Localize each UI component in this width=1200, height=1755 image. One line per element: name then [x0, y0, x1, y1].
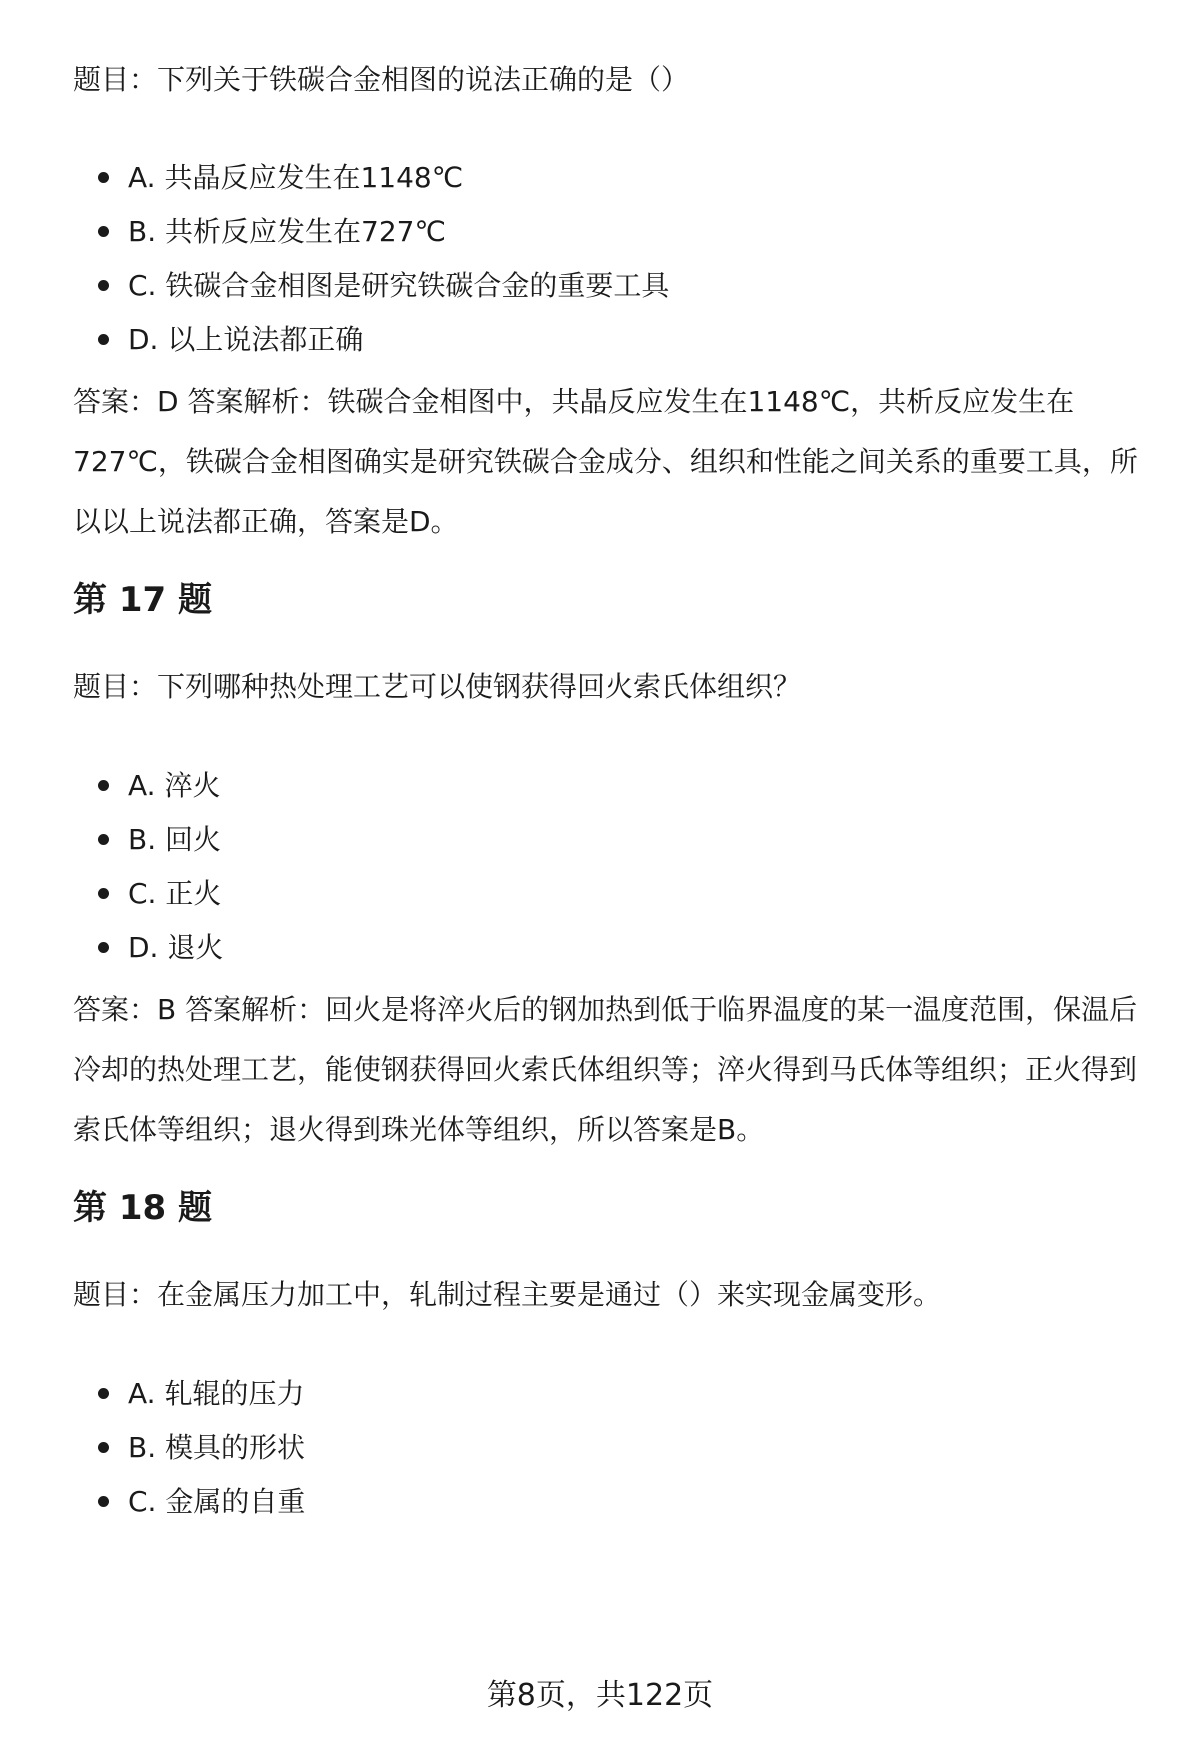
option-b: B. 模具的形状	[128, 1431, 306, 1464]
bullet-icon	[98, 834, 109, 845]
bullet-icon	[98, 172, 109, 183]
option-a: A. 轧辊的压力	[128, 1377, 305, 1410]
option-b: B. 回火	[128, 823, 222, 856]
question-heading: 第 18 题	[73, 1188, 212, 1228]
question-stem: 题目：下列哪种热处理工艺可以使钢获得回火索氏体组织？	[73, 670, 802, 703]
option-b: B. 共析反应发生在727℃	[128, 215, 446, 248]
bullet-icon	[98, 226, 109, 237]
option-d: D. 以上说法都正确	[128, 323, 364, 356]
bullet-icon	[98, 1496, 109, 1507]
bullet-icon	[98, 1442, 109, 1453]
bullet-icon	[98, 334, 109, 345]
option-c: C. 正火	[128, 877, 222, 910]
page-number: 第8页，共122页	[486, 1678, 714, 1713]
question-stem: 题目：下列关于铁碳合金相图的说法正确的是（）	[73, 63, 690, 96]
question-heading: 第 17 题	[73, 580, 212, 620]
option-c: C. 金属的自重	[128, 1485, 306, 1518]
option-d: D. 退火	[128, 931, 224, 964]
bullet-icon	[98, 780, 109, 791]
question-stem: 题目：在金属压力加工中，轧制过程主要是通过（）来实现金属变形。	[73, 1278, 942, 1311]
option-a: A. 淬火	[128, 769, 221, 802]
bullet-icon	[98, 888, 109, 899]
bullet-icon	[98, 942, 109, 953]
answer-explanation: 答案：B 答案解析：回火是将淬火后的钢加热到低于临界温度的某一温度范围，保温后冷却的热处理工艺，能使钢获得回火索氏体组织等；淬火得到马氏体等组织；正火得到索氏体等组织；退火得到珠光体等组织，所以答案是B。	[73, 993, 1138, 1146]
answer-explanation: 答案：D 答案解析：铁碳合金相图中，共晶反应发生在1148℃，共析反应发生在727℃，铁碳合金相图确实是研究铁碳合金成分、组织和性能之间关系的重要工具，所以以上说法都正确，答案是D。	[73, 385, 1138, 538]
option-a: A. 共晶反应发生在1148℃	[128, 161, 464, 194]
bullet-icon	[98, 280, 109, 291]
option-c: C. 铁碳合金相图是研究铁碳合金的重要工具	[128, 269, 670, 302]
bullet-icon	[98, 1388, 109, 1399]
